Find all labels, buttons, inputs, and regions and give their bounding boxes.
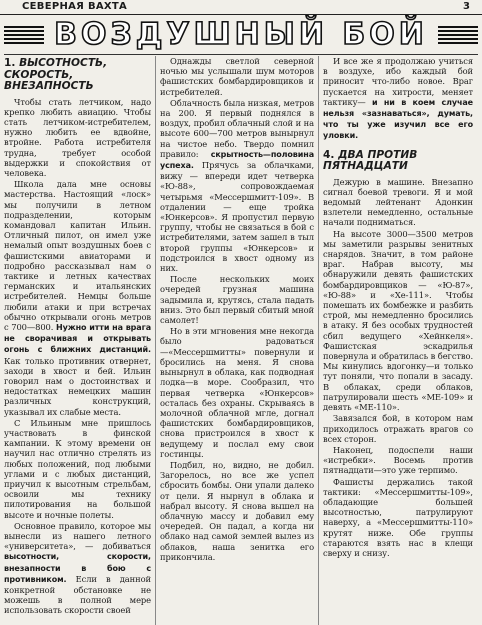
article-paragraph: Основное правило, которое мы вынесли из нашего летного «университета», — добиваться высотности, скорости, внезапности в бою с противником. Если в данной конкретной обстановке не можешь в полной мере использовать скорости своей: [4, 520, 151, 616]
article-paragraph: Школа дала мне основы мастерства. Настоящий «лоск» мы получили в летном подразделении, которым командовал капитан Ильин. Отличный пилот, он имел уже немалый опыт воздушных боев с фашистскими авиаторами и подробно рассказывал нам о тактике и летных качествах германских и итальянских истребителей. Немцы больше любили атаки и при встречах обычно открывали огонь метров с 700—800. Нужно итти на врага не сворачивая и открывать огонь с ближних дистанций. Как только противник отвернет, заходи в хвост и бей. Ильин говорил нам о достоинствах и недостатках немецких машин различных конструкций, указывал их слабые места.: [4, 179, 151, 417]
column-divider: [155, 56, 156, 625]
column-divider: [318, 56, 319, 625]
headline-underline: [4, 54, 478, 55]
article-paragraph: Наконец, подоспели наши «истребки». Восемь против пятнадцати—это уже терпимо.: [323, 444, 473, 476]
article-paragraph: Фашисты держались такой тактики: «Мессершмитты-109», обладающие большей высотностью, патрулируют наверху, а «Мессершмитты-110» крутят ниже. Обе группы стараются взять нас в клещи сверху и снизу.: [323, 476, 473, 558]
section-heading: 1. ВЫСОТНОСТЬ, СКОРОСТЬ, ВНЕЗАПНОСТЬ: [4, 57, 108, 92]
headline-banner: [0, 15, 482, 53]
article-paragraph: Но в эти мгновения мне некогда было радоваться—«Мессершмитты» повернули и бросились на меня. Я снова вынырнул в облака, как подводная лодка—в море. Сообразил, что первая четверка «Юнкерсов» осталась без охраны. Скрываясь в молочной облачной мгле, догнал фашистских бомбардировщиков, снова пристроился в хвост к ведущему и послал ему свои гостинцы.: [160, 326, 314, 459]
headline-title: ВОЗДУШНЫЙ БОЙ: [54, 16, 428, 52]
article-column-1: [4, 56, 151, 625]
headline-rule-right: [438, 24, 478, 44]
article-column-2: [160, 56, 314, 625]
article-paragraph: На высоте 3000—3500 метров мы заметили разрывы зенитных снарядов. Значит, в том районе враг. Набрав высоту, мы обнаружили девять фашистских бомбардировщиков — «Ю-87», «Ю-88» и «Хе-111». Чтобы помешать их бомбежке и разбить строй, мы немедленно бросились в атаку. Я без особых трудностей сбил ведущего «Хейнкеля». Фашистская эскадрилья повернула и обратилась в бегство. Мы кинулись вдогонку—и только тут поняли, что попали в засаду. В облаках, среди облаков, патрулировали шесть «МЕ-109» и девять «МЕ-110».: [323, 228, 473, 413]
article-paragraph: Однажды светлой северной ночью мы услышали шум моторов фашистских бомбардировщиков и истребителей.: [160, 56, 314, 97]
article-paragraph: Подбил, но, видно, не добил. Загорелось, но все же успел сбросить бомбы. Они упали далеко от цели. Я нырнул в облака и набрал высоту. Я снова вышел на облачную массу и добавил ему очередей. Он падал, а когда ни облако над самой землей вылез из облаков, наша зенитка его прикончила.: [160, 459, 314, 562]
running-header: [0, 0, 482, 15]
article-paragraph: Завязался бой, в котором нам приходилось отражать врагов со всех сторон.: [323, 413, 473, 444]
newspaper-name: СЕВЕРНАЯ ВАХТА: [22, 1, 128, 12]
emphasis-text: Нужно итти на врага не сворачивая и открывать огонь с ближних дистанций.: [4, 322, 151, 355]
article-paragraph: И все же я продолжаю учиться в воздухе, ибо каждый бой приносит что-либо новое. Враг пускается на хитрости, меняет тактику— и ни в коем случае нельзя «зазнаваться», думать, что ты уже изучил все его уловки.: [323, 56, 473, 141]
section-heading: 4. ДВА ПРОТИВ ПЯТНАДЦАТИ: [323, 148, 418, 173]
emphasis-text: и ни в коем случае нельзя «зазнаваться», думать, что ты уже изучил все его уловки.: [323, 97, 473, 141]
article-paragraph: После нескольких моих очередей грузная машина задымила и, крутясь, стала падать вниз. Это был первый сбитый мной самолет!: [160, 274, 314, 326]
emphasis-text: скрытность—половина успеха.: [160, 149, 314, 171]
article-column-3: [323, 56, 473, 625]
article-paragraph: Облачность была низкая, метров на 200. Я первый поднялся в воздух, пробил облачный слой и на высоте 600—700 метров вынырнул на чистое небо. Твердо помнил правило: скрытность—половина успеха. Прячусь за облачками, вижу — впереди идет четверка «Ю-88», сопровождаемая четырьмя «Мессершмитт-109». В отдалении — еще тройка «Юнкерсов». Я пропустил первую группу, чтобы не связаться в бой с истребителями, затем зашел в тыл второй группы «Юнкерсов» и подстроился в хвост одному из них.: [160, 97, 314, 274]
page-number: 3: [463, 1, 470, 12]
headline-rule-left: [4, 24, 44, 44]
article-paragraph: Дежурю в машине. Внезапно сигнал боевой тревоги. Я и мой ведомый лейтенант Адонкин взлетели немедленно, остальные начали подниматься.: [323, 176, 473, 228]
article-paragraph: С Ильиным мне пришлось участвовать в финской кампании. К этому времени он научил нас отлично стрелять из любых положений, под любыми углами и с любых дистанций, приучил к высотным стрельбам, освоили мы технику пилотирования на большой высоте и ночные полеты.: [4, 417, 151, 520]
article-paragraph: Чтобы стать летчиком, надо крепко любить авиацию. Чтобы стать летчиком-истребителем, нужно любить ее вдвойне, втройне. Работа истребителя трудна, требует особой выдержки и спокойствия от человека.: [4, 96, 151, 178]
emphasis-text: высотности, скорости, внезапности в бою с противником.: [4, 552, 151, 584]
